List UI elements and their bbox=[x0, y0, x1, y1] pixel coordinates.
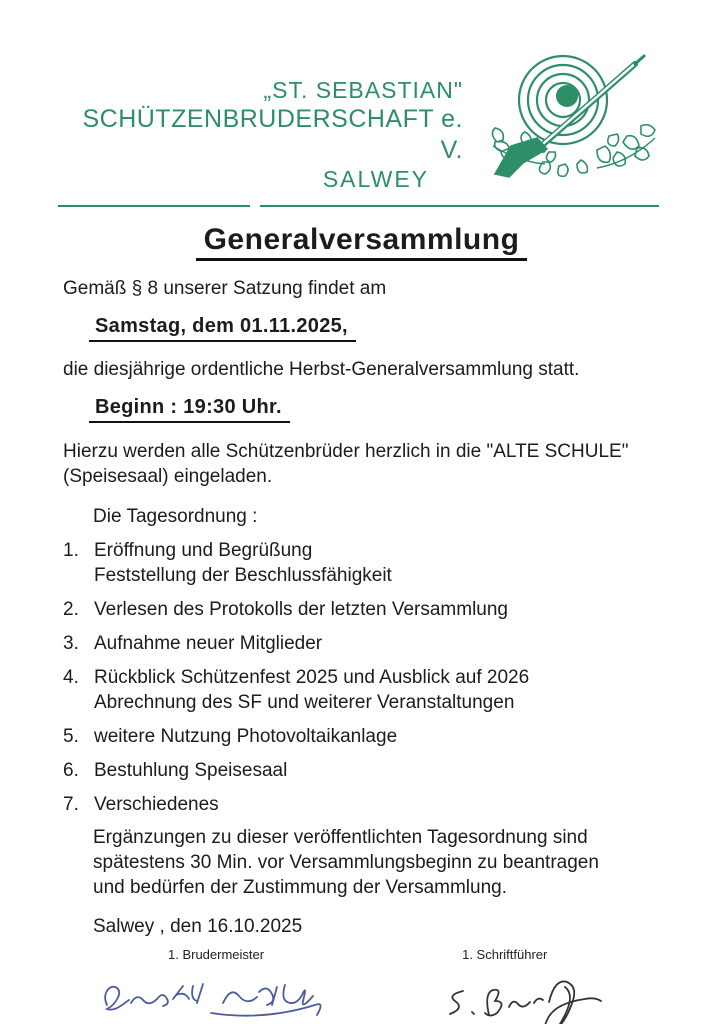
agenda-item-text bbox=[94, 724, 667, 749]
divider-gap bbox=[250, 205, 260, 207]
role-schriftfuehrer: 1. Schriftführer bbox=[462, 947, 548, 963]
note-line-2: spätestens 30 Min. vor Versammlungsbeginn zu beantragen bbox=[93, 852, 599, 874]
agenda-list bbox=[63, 538, 667, 817]
club-name-line1: „ST. SEBASTIAN" bbox=[263, 77, 463, 103]
meeting-time: Beginn : 19:30 Uhr. bbox=[89, 395, 290, 423]
title-row bbox=[0, 223, 723, 261]
letterhead bbox=[0, 0, 723, 193]
agenda-item-4 bbox=[63, 665, 667, 715]
letter-body bbox=[0, 276, 723, 1024]
note-line-1: Ergänzungen zu dieser veröffentlichten Tagesordnung sind bbox=[93, 827, 588, 849]
agenda-item-line: Abrechnung des SF und weiterer Veranstaltungen bbox=[94, 692, 515, 714]
place-date-line: Salwey , den 16.10.2025 bbox=[93, 916, 303, 938]
agenda-item-text bbox=[94, 758, 667, 783]
signature-roles-row bbox=[63, 942, 667, 967]
agenda-item-1 bbox=[63, 538, 667, 588]
agenda-item-number: 5. bbox=[63, 726, 79, 748]
agenda-item-number: 3. bbox=[63, 633, 79, 655]
amendments-note bbox=[93, 825, 667, 900]
agenda-item-line: weitere Nutzung Photovoltaikanlage bbox=[94, 726, 398, 748]
target-rifle-laurel-icon bbox=[485, 50, 665, 180]
agenda-item-number: 4. bbox=[63, 667, 79, 689]
divider-segment-right bbox=[260, 205, 659, 207]
agenda-item-line: Eröffnung und Begrüßung bbox=[94, 540, 313, 562]
agenda-item-line: Bestuhlung Speisesaal bbox=[94, 760, 288, 782]
agenda-item-text bbox=[94, 631, 667, 656]
agenda-item-line: Rückblick Schützenfest 2025 und Ausblick auf 2026 bbox=[94, 667, 530, 689]
agenda-item-5 bbox=[63, 724, 667, 749]
agenda-item-number: 2. bbox=[63, 599, 79, 621]
invitation-line-1: Hierzu werden alle Schützenbrüder herzlich in die "ALTE SCHULE" bbox=[63, 441, 629, 463]
agenda-item-text bbox=[94, 597, 667, 622]
statt-line: die diesjährige ordentliche Herbst-Generalversammlung statt. bbox=[63, 359, 580, 381]
club-name-line2: SCHÜTZENBRUDERSCHAFT e. V. bbox=[82, 105, 463, 164]
page-title: Generalversammlung bbox=[196, 223, 528, 261]
agenda-item-text bbox=[94, 792, 667, 817]
date-line-row bbox=[63, 301, 667, 342]
club-name-line3: SALWEY bbox=[322, 166, 429, 193]
agenda-item-6 bbox=[63, 758, 667, 783]
agenda-item-line: Verlesen des Protokolls der letzten Versammlung bbox=[94, 599, 508, 621]
begin-line-row bbox=[63, 382, 667, 423]
agenda-item-number: 6. bbox=[63, 760, 79, 782]
header-divider bbox=[58, 205, 659, 207]
agenda-heading: Die Tagesordnung : bbox=[93, 506, 258, 528]
invitation-paragraph bbox=[63, 439, 667, 489]
role-brudermeister: 1. Brudermeister bbox=[168, 947, 265, 963]
club-logo bbox=[485, 50, 665, 180]
agenda-item-text bbox=[94, 665, 667, 715]
signature-schriftfuehrer bbox=[435, 971, 605, 1024]
meeting-date: Samstag, dem 01.11.2025, bbox=[89, 314, 356, 342]
divider-segment-left bbox=[58, 205, 250, 207]
note-line-3: und bedürfen der Zustimmung der Versammlung. bbox=[93, 877, 507, 899]
satzung-line: Gemäß § 8 unserer Satzung findet am bbox=[63, 278, 387, 300]
agenda-item-text bbox=[94, 538, 667, 588]
club-name-block bbox=[58, 76, 463, 193]
agenda-item-line: Feststellung der Beschlussfähigkeit bbox=[94, 565, 392, 587]
agenda-item-7 bbox=[63, 792, 667, 817]
agenda-item-2 bbox=[63, 597, 667, 622]
signature-brudermeister bbox=[93, 971, 343, 1024]
agenda-item-3 bbox=[63, 631, 667, 656]
invitation-line-2: (Speisesaal) eingeladen. bbox=[63, 466, 273, 488]
signatures-row bbox=[63, 971, 667, 1024]
agenda-item-line: Aufnahme neuer Mitglieder bbox=[94, 633, 323, 655]
agenda-item-line: Verschiedenes bbox=[94, 794, 219, 816]
agenda-item-number: 1. bbox=[63, 540, 79, 562]
agenda-item-number: 7. bbox=[63, 794, 79, 816]
